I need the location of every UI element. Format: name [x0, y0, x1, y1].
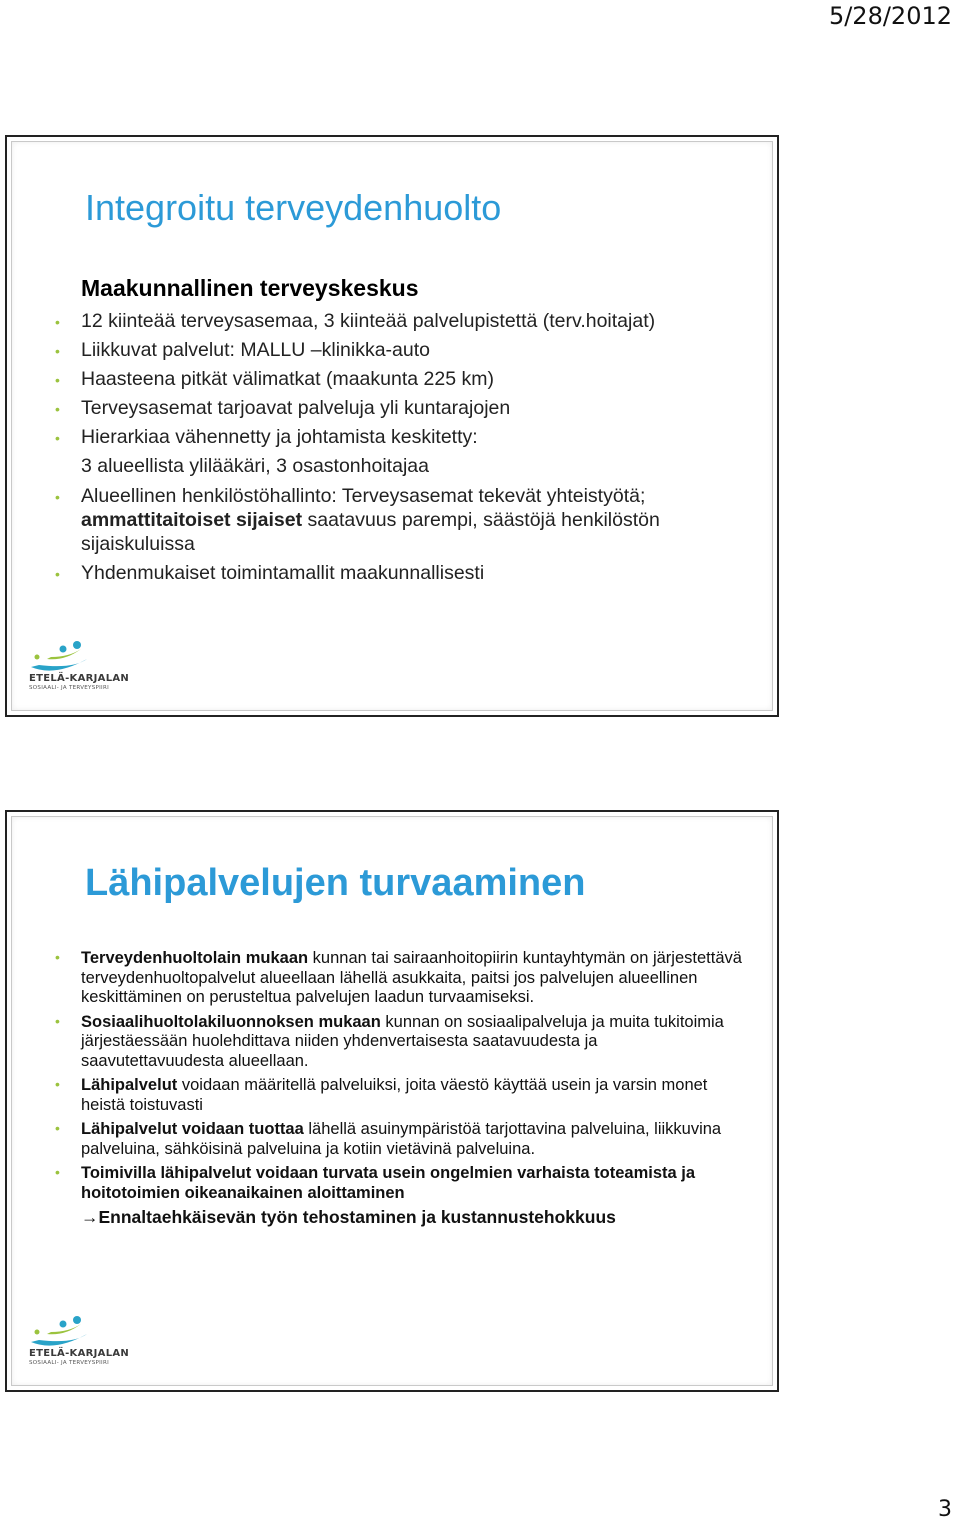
slide-2: [5, 810, 779, 1392]
list-item: • Yhdenmukaiset toimintamallit maakunnallisesti: [55, 559, 755, 588]
list-item: • Haasteena pitkät välimatkat (maakunta 225 km): [55, 365, 755, 394]
list-item: • Lähipalvelut voidaan tuottaa lähellä asuinympäristöä tarjottavina palveluina, liikkuvina palveluina, sähköisinä palveluina ja kotiin vietävinä palveluina.: [55, 1120, 722, 1158]
list-item: • Terveydenhuoltolain mukaan kunnan tai sairaanhoitopiirin kuntayhtymän on järjestettävä terveydenhuoltopalvelut alueellaan lähellä asukkaita, paitsi jos palvelujen alueellinen keskittäminen on perusteltua palvelujen laadun turvaamiseksi.: [55, 949, 742, 1006]
list-item: • Terveysasemat tarjoavat palveluja yli kuntarajojen: [55, 394, 755, 423]
logo-subtitle: SOSIAALI- JA TERVEYSPIIRI: [29, 1360, 110, 1366]
bullet-dot-icon: •: [55, 372, 60, 388]
organization-logo: [25, 637, 155, 697]
logo-subtitle: SOSIAALI- JA TERVEYSPIIRI: [29, 685, 110, 691]
organization-logo: [25, 1312, 155, 1372]
slide-title: Lähipalvelujen turvaaminen: [85, 862, 586, 904]
bullet-dot-icon: •: [55, 566, 60, 582]
slide-title: Integroitu terveydenhuolto: [85, 187, 502, 228]
bullet-list: [55, 307, 755, 588]
list-item: • Lähipalvelut voidaan määritellä palveluiksi, joita väestö käyttää usein ja varsin monet heistä toistuvasti: [55, 1076, 708, 1114]
bullet-dot-icon: •: [55, 343, 60, 359]
bullet-dot-icon: •: [55, 489, 60, 505]
list-item: • Sosiaalihuoltolakiluonnoksen mukaan kunnan on sosiaalipalveluja ja muita tukitoimia järjestäessään huolehdittava niiden yhdenvertaisesta saatavuudesta ja saavutettavuudesta alueellaan.: [55, 1012, 724, 1070]
list-item: • Hierarkiaa vähennetty ja johtamista keskitetty:: [55, 423, 755, 452]
logo-name: ETELÄ-KARJALAN: [29, 673, 130, 684]
bullet-dot-icon: •: [55, 949, 60, 965]
bullet-list: [55, 949, 745, 1228]
print-date: 5/28/2012: [828, 2, 952, 30]
bullet-dot-icon: •: [55, 1164, 60, 1180]
slide-1: [5, 135, 779, 717]
logo-name: ETELÄ-KARJALAN: [29, 1348, 130, 1359]
list-item: • Alueellinen henkilöstöhallinto: Terveysasemat tekevät yhteistyötä; ammattitaitoiset sijaiset saatavuus parempi, säästöjä henkilöstön sijaiskuluissa: [55, 485, 660, 555]
bullet-dot-icon: •: [55, 1076, 60, 1092]
page-number: 3: [938, 1497, 952, 1522]
bullet-dot-icon: •: [55, 1012, 60, 1029]
logo-swoosh-icon: [25, 1312, 115, 1352]
list-item: • Liikkuvat palvelut: MALLU –klinikka-auto: [55, 336, 755, 365]
list-item: • 12 kiinteää terveysasemaa, 3 kiinteää palvelupistettä (terv.hoitajat): [55, 307, 755, 336]
logo-swoosh-icon: [25, 637, 115, 677]
bullet-dot-icon: •: [55, 430, 60, 446]
bullet-dot-icon: •: [55, 1120, 60, 1136]
bullet-dot-icon: •: [55, 314, 60, 330]
bullet-dot-icon: •: [55, 401, 60, 417]
conclusion-line: →Ennaltaehkäisevän työn tehostaminen ja kustannustehokkuus: [81, 1207, 616, 1227]
slide-subheading: Maakunnallinen terveyskeskus: [81, 275, 419, 301]
list-item-continuation: 3 alueellista ylilääkäri, 3 osastonhoitajaa: [81, 455, 429, 477]
list-item: • Toimivilla lähipalvelut voidaan turvata usein ongelmien varhaista toteamista ja hoitotoimien oikeanaikainen aloittaminen: [55, 1164, 696, 1202]
